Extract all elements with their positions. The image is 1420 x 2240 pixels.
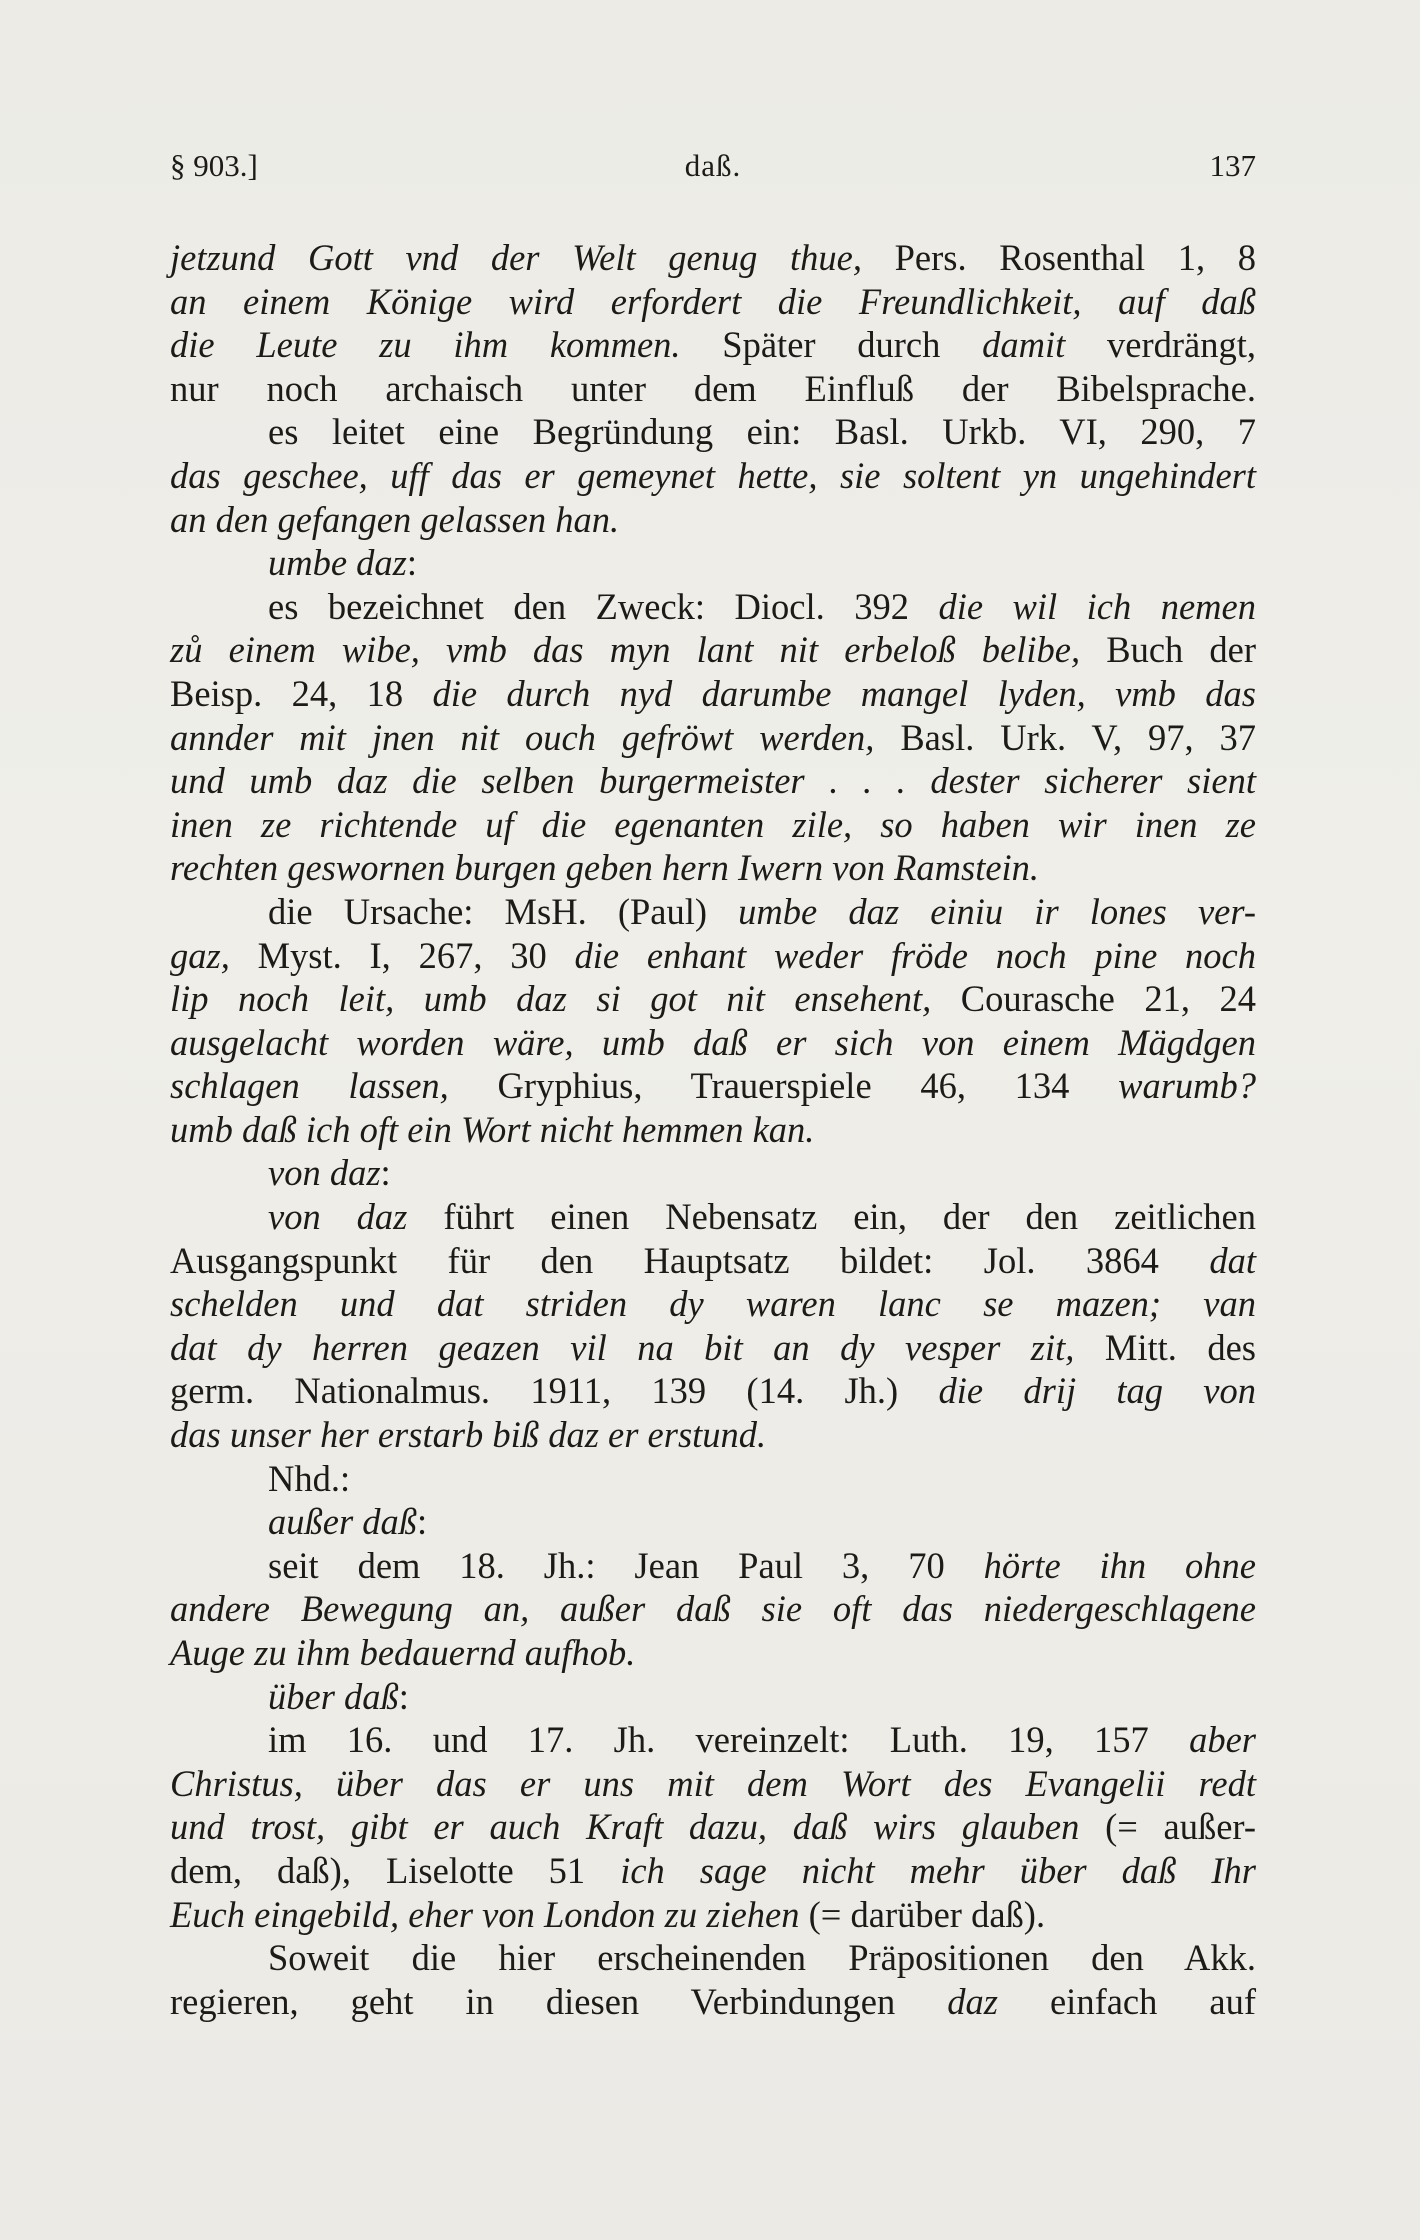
italic-text: außer daß xyxy=(268,1501,418,1543)
roman-text: Buch der xyxy=(1106,629,1256,671)
text-line xyxy=(170,1544,1256,1588)
italic-text: von daz xyxy=(268,1152,381,1194)
text-line xyxy=(170,890,1256,934)
italic-text: von daz xyxy=(268,1196,444,1238)
roman-text: regieren, geht in diesen Verbindungen xyxy=(170,1980,948,2022)
page-body-text xyxy=(170,236,1256,2023)
italic-text: umbe daz einiu ir lones ver- xyxy=(738,890,1256,932)
text-line xyxy=(170,1631,1256,1675)
italic-text: andere Bewegung an, außer daß sie oft das niedergeschlagene xyxy=(170,1588,1256,1630)
text-line xyxy=(170,1718,1256,1762)
roman-text: es leitet eine Begründung ein: Basl. Urkb. VI, 290, 7 xyxy=(268,411,1256,453)
roman-text: : xyxy=(417,1501,428,1543)
italic-text: jetzund Gott vnd der Welt genug thue, xyxy=(170,237,895,278)
italic-text: rechten geswornen burgen geben hern Iwern von Ramstein. xyxy=(170,847,1040,889)
text-line xyxy=(170,1413,1256,1457)
text-line xyxy=(170,1151,1256,1195)
roman-text: führt einen Nebensatz ein, der den zeitlichen xyxy=(443,1196,1257,1238)
italic-text: die enhant weder fröde noch pine noch xyxy=(574,934,1256,976)
section-number: § 903.] xyxy=(170,148,258,183)
italic-text: schlagen lassen, xyxy=(170,1065,498,1107)
italic-text: das geschee, uff das er gemeynet hette, sie soltent yn ungehindert xyxy=(170,454,1256,496)
text-line xyxy=(170,1980,1256,2024)
text-line xyxy=(170,1762,1256,1806)
italic-text: Christus, über das er uns mit dem Wort des Evangelii redt xyxy=(170,1762,1256,1804)
text-line xyxy=(170,1369,1256,1413)
text-line xyxy=(170,1893,1256,1937)
text-line xyxy=(170,454,1256,498)
text-line xyxy=(170,1805,1256,1849)
roman-text: im 16. und 17. Jh. vereinzelt: Luth. 19, 157 xyxy=(268,1719,1190,1761)
italic-text: über daß xyxy=(268,1675,399,1717)
text-line xyxy=(170,498,1256,542)
roman-text: : xyxy=(380,1152,391,1194)
roman-text: (= darüber daß). xyxy=(808,1893,1046,1935)
italic-text: ich sage nicht mehr über daß Ihr xyxy=(620,1849,1256,1891)
text-line xyxy=(170,1457,1256,1501)
roman-text: einfach auf xyxy=(1049,1980,1256,2022)
italic-text: Euch eingebild, eher von London zu ziehen xyxy=(170,1893,809,1935)
text-line xyxy=(170,1239,1256,1283)
roman-text: germ. Nationalmus. 1911, 139 (14. Jh.) xyxy=(170,1370,939,1412)
text-line xyxy=(170,585,1256,629)
text-line xyxy=(170,323,1256,367)
roman-text: Pers. Rosenthal 1, 8 xyxy=(894,237,1257,278)
italic-text: an den gefangen gelassen han. xyxy=(170,498,620,540)
roman-text: seit dem 18. Jh.: Jean Paul 3, 70 xyxy=(268,1544,984,1586)
italic-text: an einem Könige wird erfordert die Freundlichkeit, auf daß xyxy=(170,280,1256,322)
italic-text: die durch nyd darumbe mangel lyden, vmb das xyxy=(432,672,1256,714)
italic-text: das unser her erstarb biß daz er erstund. xyxy=(170,1414,767,1456)
roman-text: Basl. Urk. V, 97, 37 xyxy=(900,716,1256,758)
text-line xyxy=(170,846,1256,890)
roman-text: Myst. I, 267, 30 xyxy=(257,934,575,976)
text-line xyxy=(170,236,1256,280)
text-line xyxy=(170,1064,1256,1108)
roman-text: Ausgangspunkt für den Hauptsatz bildet: Jol. 3864 xyxy=(170,1239,1210,1281)
italic-text: annder mit jnen nit ouch gefröwt werden, xyxy=(170,716,901,758)
italic-text: die drij tag von xyxy=(938,1370,1257,1412)
running-header xyxy=(170,148,1256,192)
text-line xyxy=(170,1108,1256,1152)
text-line xyxy=(170,1936,1256,1980)
italic-text: die Leute zu ihm kommen. xyxy=(170,324,723,366)
roman-text: : xyxy=(398,1675,409,1717)
roman-text: Beisp. 24, 18 xyxy=(170,672,433,714)
text-line xyxy=(170,1849,1256,1893)
text-line xyxy=(170,1195,1256,1239)
roman-text: Soweit die hier erscheinenden Präpositionen den Akk. xyxy=(268,1937,1256,1979)
text-line xyxy=(170,280,1256,324)
italic-text: warumb? xyxy=(1118,1065,1257,1107)
roman-text: nur noch archaisch unter dem Einfluß der Bibelsprache. xyxy=(170,367,1256,409)
roman-text: die Ursache: MsH. (Paul) xyxy=(268,890,739,932)
text-line xyxy=(170,803,1256,847)
italic-text: hörte ihn ohne xyxy=(983,1544,1257,1586)
text-line xyxy=(170,716,1256,760)
italic-text: die wil ich nemen xyxy=(938,585,1256,627)
italic-text: zů einem wibe, vmb das myn lant nit erbeloß belibe, xyxy=(170,629,1107,671)
italic-text: inen ze richtende uf die egenanten zile, so haben wir inen ze xyxy=(170,803,1256,845)
text-line xyxy=(170,1021,1256,1065)
roman-text: dem, daß), Liselotte 51 xyxy=(170,1849,621,1891)
italic-text: und umb daz die selben burgermeister . . . dester sicherer sient xyxy=(170,760,1256,802)
italic-text: aber xyxy=(1189,1719,1256,1761)
italic-text: lip noch leit, umb daz si got nit ensehent, xyxy=(170,978,961,1020)
text-line xyxy=(170,1675,1256,1719)
italic-text: daz xyxy=(947,1980,1050,2022)
italic-text: umbe daz xyxy=(268,542,407,584)
text-line xyxy=(170,934,1256,978)
text-line xyxy=(170,672,1256,716)
roman-text: Später durch xyxy=(722,324,983,366)
roman-text: verdrängt, xyxy=(1107,324,1256,366)
text-line xyxy=(170,628,1256,672)
italic-text: schelden und dat striden dy waren lanc se mazen; van xyxy=(170,1283,1256,1325)
italic-text: damit xyxy=(982,324,1107,366)
italic-text: dat dy herren geazen vil na bit an dy vesper zit, xyxy=(170,1326,1105,1368)
text-line xyxy=(170,541,1256,585)
roman-text: Gryphius, Trauerspiele 46, 134 xyxy=(497,1065,1119,1107)
roman-text: es bezeichnet den Zweck: Diocl. 392 xyxy=(268,585,939,627)
page-number: 137 xyxy=(1209,148,1256,183)
headword: daß. xyxy=(684,148,742,183)
italic-text: umb daß ich oft ein Wort nicht hemmen kan. xyxy=(170,1108,815,1150)
text-line xyxy=(170,1587,1256,1631)
text-line xyxy=(170,1500,1256,1544)
italic-text: und trost, gibt er auch Kraft dazu, daß wirs glauben xyxy=(170,1806,1106,1848)
text-line xyxy=(170,977,1256,1021)
roman-text: Mitt. des xyxy=(1104,1326,1256,1368)
roman-text: Nhd.: xyxy=(268,1457,351,1499)
roman-text: (= außer- xyxy=(1105,1806,1256,1848)
italic-text: gaz, xyxy=(170,934,258,976)
text-line xyxy=(170,1282,1256,1326)
text-line xyxy=(170,410,1256,454)
text-line xyxy=(170,367,1256,411)
text-line xyxy=(170,1326,1256,1370)
roman-text: Courasche 21, 24 xyxy=(960,978,1256,1020)
italic-text: ausgelacht worden wäre, umb daß er sich von einem Mägdgen xyxy=(170,1021,1256,1063)
italic-text: dat xyxy=(1209,1239,1256,1281)
italic-text: Auge zu ihm bedauernd aufhob. xyxy=(170,1632,636,1673)
text-line xyxy=(170,759,1256,803)
roman-text: : xyxy=(406,542,418,584)
